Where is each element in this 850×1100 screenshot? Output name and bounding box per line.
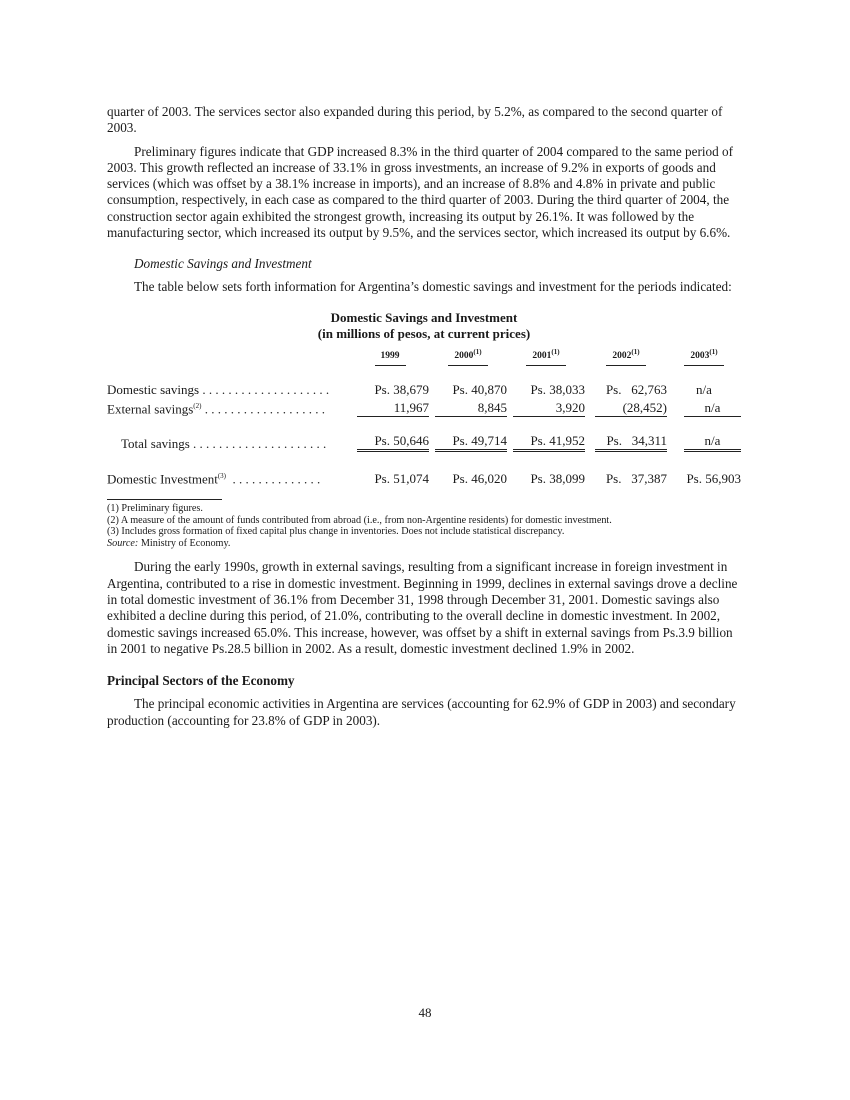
table-row-total-savings xyxy=(107,433,741,452)
cell: 8,845 xyxy=(429,398,507,417)
paragraph-gdp-preliminary: Preliminary figures indicate that GDP increased 8.3% in the third quarter of 2004 compared to the same period of 2003. This growth reflected an increase of 33.1% in gross investments, an increase of 9.2% in exports of goods and services (which was offset by a 38.1% increase in imports), and an increase of 8.8% and 4.8% in private and public consumption, respectively, in each case as compared to the third quarter of 2003. During the third quarter of 2004, the construction sector again exhibited the strongest growth, increasing its output by 26.1%. It was followed by the manufacturing sector, which increased its output by 9.5%, and the services sector, which increased its output by 6.6%. xyxy=(107,143,733,241)
table-title-line1: Domestic Savings and Investment xyxy=(330,309,518,325)
table-row-external-savings xyxy=(107,398,741,417)
subheading-domestic-savings: Domestic Savings and Investment xyxy=(134,256,312,272)
paragraph-early-1990s: During the early 1990s, growth in external savings, resulting from a significant increase in foreign investment in Argentina, contributed to a rise in domestic investment. Beginning in 1999, declines in external savings drove a decline in total domestic investment of 36.1% from December 31, 1998 through December 31, 2001. Domestic savings also exhibited a decline during this period, of 21.0%, contributing to the overall decline in domestic investment. In 2002, domestic savings increased 65.0%. This increase, however, was offset by a shift in external savings from Ps.3.9 billion in 2001 to negative Ps.28.5 billion in 2002. As a result, domestic investment declined 1.9% in 2002. xyxy=(107,559,738,656)
cell: 11,967 xyxy=(351,398,429,417)
cell: Ps. 37,387 xyxy=(605,471,667,487)
cell: 3,920 xyxy=(507,398,585,417)
source-note: Source: Ministry of Economy. xyxy=(107,537,231,549)
cell: n/a xyxy=(667,398,741,417)
table-title-line2: (in millions of pesos, at current prices) xyxy=(317,325,531,341)
table-row-domestic-savings xyxy=(107,382,741,398)
cell: Ps. 50,646 xyxy=(351,433,429,452)
cell: Ps. 46,020 xyxy=(452,471,507,487)
page-number: 48 xyxy=(418,1005,432,1020)
cell: n/a xyxy=(696,381,712,397)
row-label: Domestic savings . . . . . . . . . . . . . . . . . . . . xyxy=(107,381,330,397)
page-body xyxy=(107,104,741,729)
cell: Ps. 49,714 xyxy=(429,433,507,452)
cell: Ps. 56,903 xyxy=(686,471,741,487)
paragraph-continuation: quarter of 2003. The services sector also expanded during this period, by 5.2%, as compared to the second quarter of 2003. xyxy=(107,104,723,136)
cell: Ps. 38,099 xyxy=(530,471,585,487)
cell: Ps. 38,033 xyxy=(530,381,585,397)
table-row-domestic-investment xyxy=(107,468,741,487)
savings-investment-table xyxy=(107,344,741,488)
column-header-2000: 2000$^{(1)}$ xyxy=(429,344,507,366)
cell: Ps. 34,311 xyxy=(585,433,667,452)
column-header-1999: 1999 xyxy=(351,344,429,366)
footnote-3: (3) Includes gross formation of fixed capital plus change in inventories. Does not include statistical discrepancy. xyxy=(107,526,565,538)
column-header-2001: 2001$^{(1)}$ xyxy=(507,344,585,366)
column-header-2002: 2002$^{(1)}$ xyxy=(585,344,667,366)
cell: Ps. 41,952 xyxy=(507,433,585,452)
paragraph-principal-activities: The principal economic activities in Argentina are services (accounting for 62.9% of GDP in 2003) and secondary production (accounting for 23.8% of GDP in 2003). xyxy=(107,696,736,728)
footnote-1: (1) Preliminary figures. xyxy=(107,503,203,515)
cell: Ps. 38,679 xyxy=(374,381,429,397)
cell: n/a xyxy=(667,433,741,452)
cell: Ps. 40,870 xyxy=(452,381,507,397)
section-heading-principal-sectors: Principal Sectors of the Economy xyxy=(107,673,295,689)
footnote-divider xyxy=(107,499,222,500)
cell: (28,452) xyxy=(585,398,667,417)
column-header-2003: 2003$^{(1)}$ xyxy=(667,344,741,366)
cell: Ps. 62,763 xyxy=(605,381,667,397)
table-title xyxy=(107,310,741,342)
row-label: External savings$^{(2)}$ . . . . . . . . . . . . . . . . . . . xyxy=(107,401,325,417)
row-label: Total savings . . . . . . . . . . . . . . . . . . . . . xyxy=(121,436,327,452)
paragraph-table-intro: The table below sets forth information for Argentina’s domestic savings and investment for the periods indicated: xyxy=(134,279,732,295)
footnote-2: (2) A measure of the amount of funds contributed from abroad (i.e., from non-Argentine residents) for domestic investment. xyxy=(107,514,612,526)
row-label: Domestic Investment$^{(3)}$ . . . . . . . . . . . . . . xyxy=(107,471,321,487)
cell: Ps. 51,074 xyxy=(374,471,429,487)
footnotes xyxy=(107,503,741,549)
table-header-row xyxy=(107,344,741,366)
